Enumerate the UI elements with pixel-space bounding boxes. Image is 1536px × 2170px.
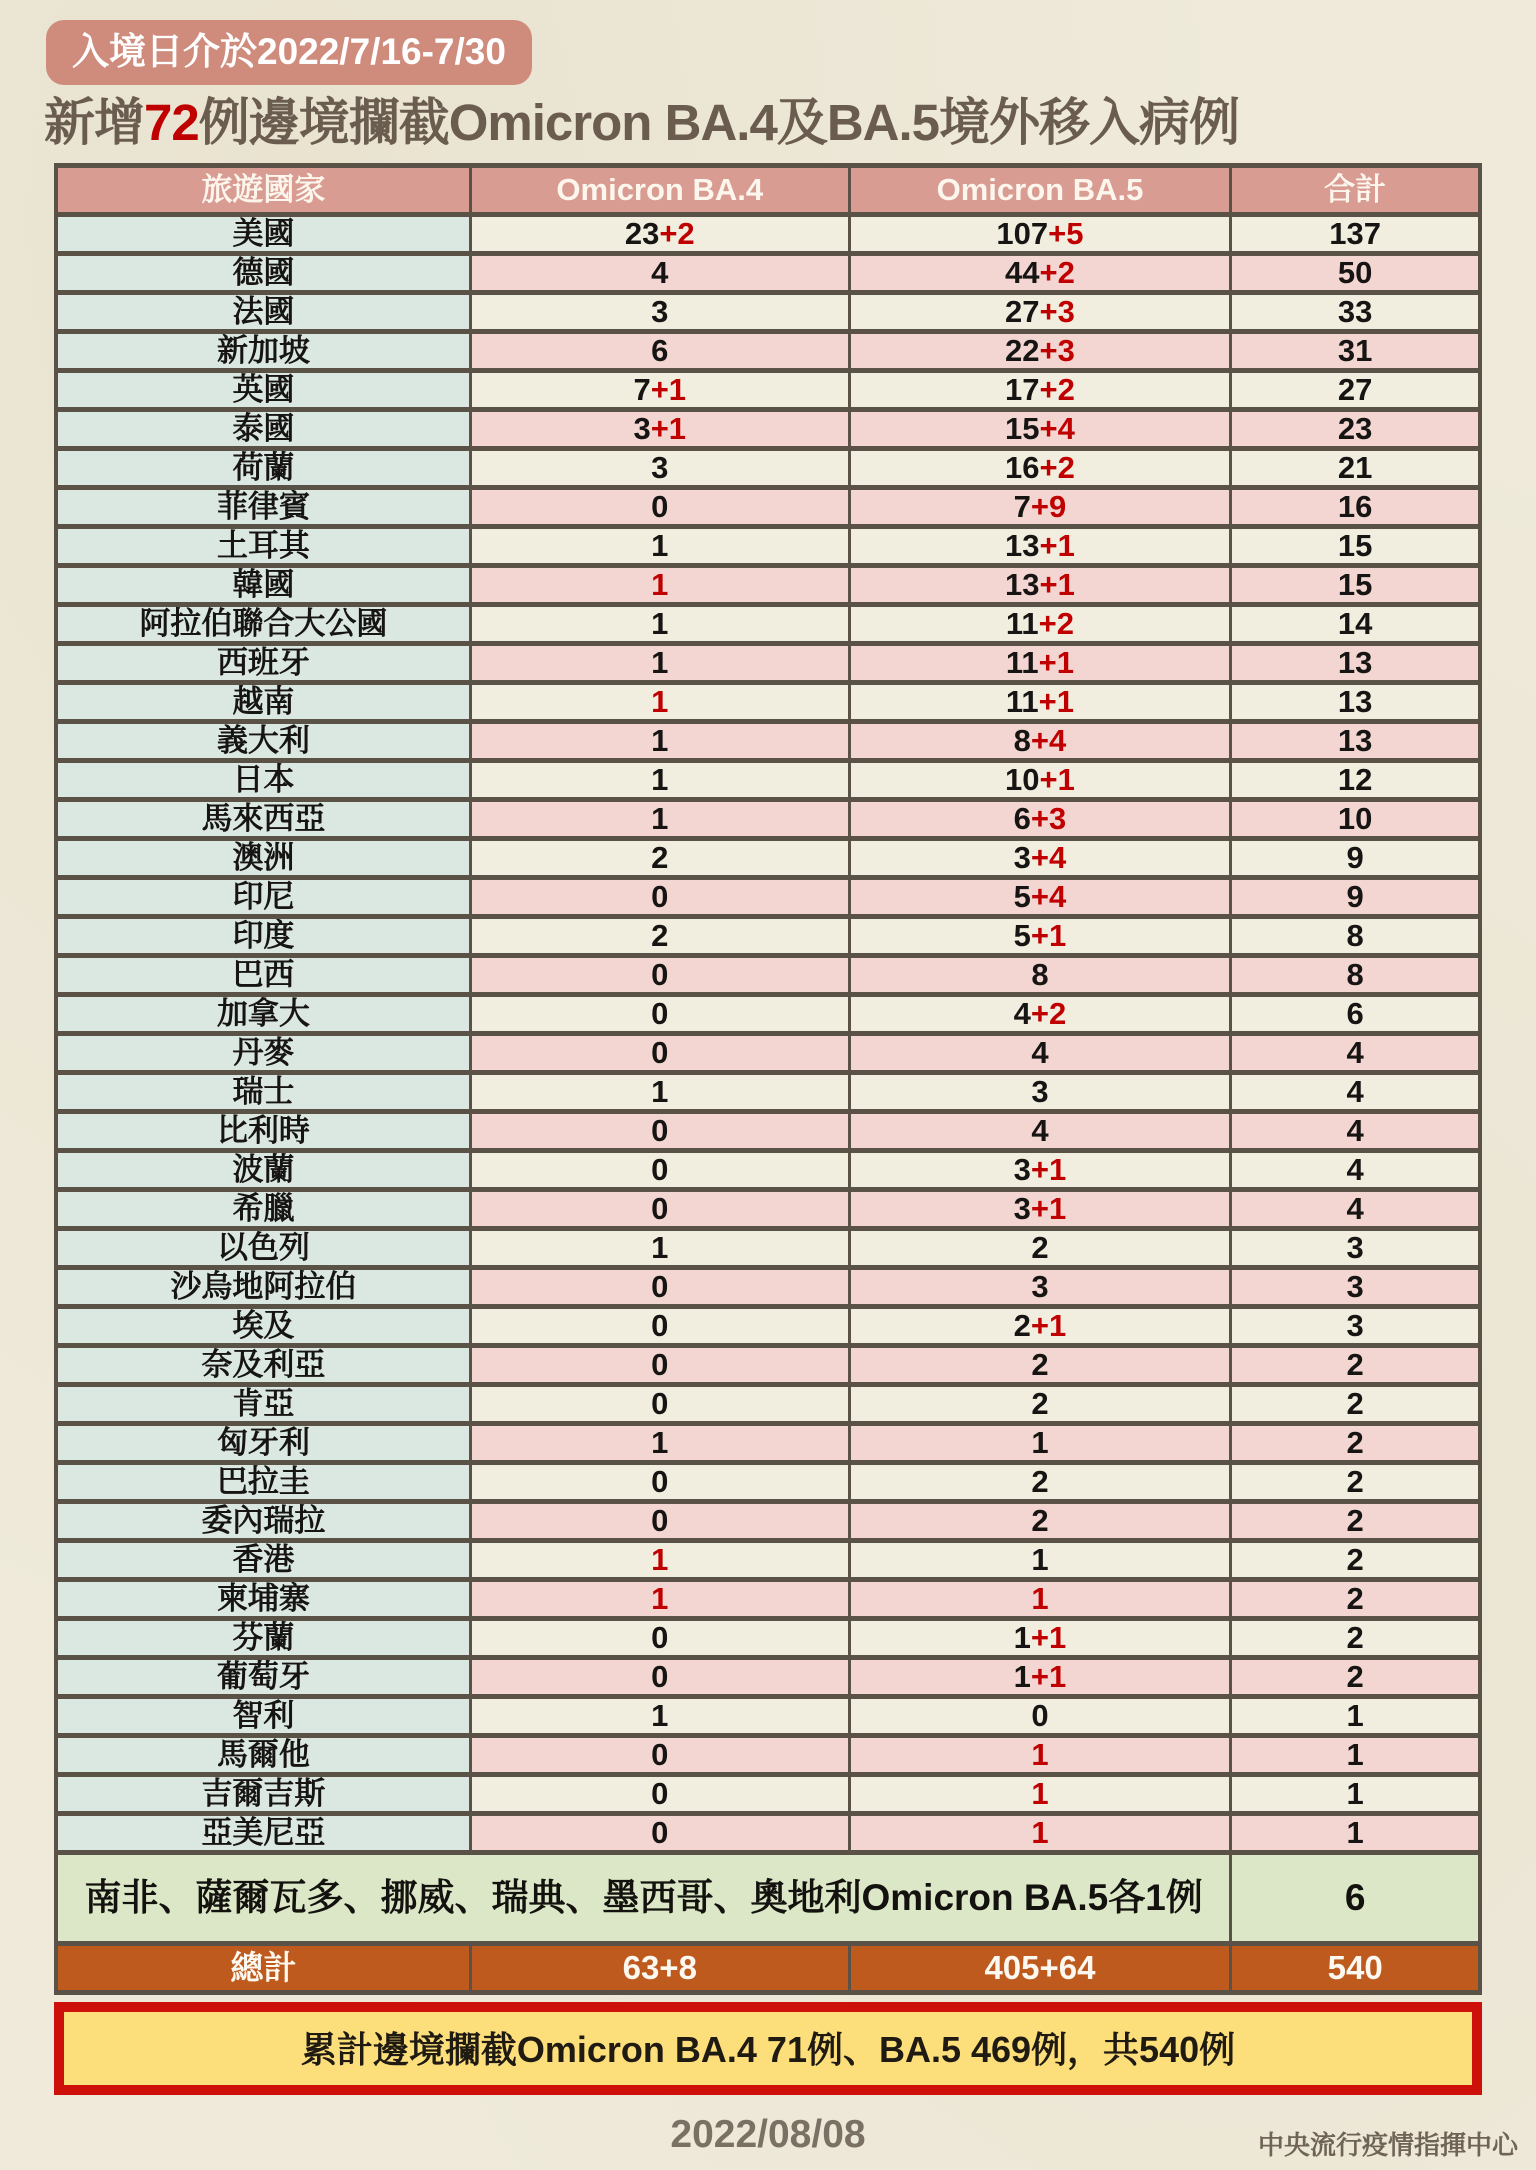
total-cell: 1: [1231, 1775, 1480, 1814]
ba5-cell: 2: [849, 1346, 1231, 1385]
ba4-cell: 0: [470, 956, 849, 995]
ba4-cell: 0: [470, 488, 849, 527]
total-cell: 1: [1231, 1814, 1480, 1853]
ba4-cell: 2: [470, 839, 849, 878]
table-row: [56, 527, 1480, 566]
ba5-cell: 1: [849, 1541, 1231, 1580]
table-row: [56, 371, 1480, 410]
table-row: [56, 1112, 1480, 1151]
title-count: 72: [144, 94, 199, 151]
country-cell: 沙烏地阿拉伯: [56, 1268, 470, 1307]
ba4-cell: 1: [470, 800, 849, 839]
footer: [0, 2113, 1536, 2165]
country-cell: 印尼: [56, 878, 470, 917]
total-cell: 8: [1231, 917, 1480, 956]
total-cell: 9: [1231, 839, 1480, 878]
footer-agency: 中央流行疫情指揮中心: [1257, 2130, 1518, 2161]
country-cell: 法國: [56, 293, 470, 332]
table-row: [56, 488, 1480, 527]
others-row: [56, 1853, 1480, 1944]
table-row: [56, 878, 1480, 917]
ba5-cell: 11+2: [849, 605, 1231, 644]
ba4-cell: 1: [470, 527, 849, 566]
ba5-cell: 1+1: [849, 1619, 1231, 1658]
country-cell: 埃及: [56, 1307, 470, 1346]
country-cell: 英國: [56, 371, 470, 410]
country-cell: 馬爾他: [56, 1736, 470, 1775]
ba5-cell: 3: [849, 1073, 1231, 1112]
country-cell: 以色列: [56, 1229, 470, 1268]
ba5-cell: 13+1: [849, 566, 1231, 605]
country-cell: 奈及利亞: [56, 1346, 470, 1385]
ba5-cell: 3+4: [849, 839, 1231, 878]
ba5-cell: 16+2: [849, 449, 1231, 488]
entry-date-badge-label: 入境日介於2022/7/16-7/30: [72, 31, 506, 72]
ba5-cell: 2: [849, 1385, 1231, 1424]
ba4-cell: 0: [470, 1307, 849, 1346]
table-row: [56, 1190, 1480, 1229]
ba4-cell: 1: [470, 1073, 849, 1112]
ba4-cell: 1: [470, 605, 849, 644]
ba5-cell: 1: [849, 1736, 1231, 1775]
others-total: 6: [1231, 1853, 1480, 1944]
ba5-cell: 3+1: [849, 1190, 1231, 1229]
ba5-cell: 107+5: [849, 215, 1231, 254]
country-cell: 義大利: [56, 722, 470, 761]
table-row: [56, 1229, 1480, 1268]
total-cell: 2: [1231, 1385, 1480, 1424]
ba5-cell: 8: [849, 956, 1231, 995]
country-cell: 新加坡: [56, 332, 470, 371]
ba4-cell: 0: [470, 1190, 849, 1229]
total-cell: 4: [1231, 1034, 1480, 1073]
ba4-cell: 1: [470, 1424, 849, 1463]
table-row: [56, 1073, 1480, 1112]
total-cell: 3: [1231, 1229, 1480, 1268]
total-cell: 13: [1231, 683, 1480, 722]
country-cell: 比利時: [56, 1112, 470, 1151]
ba4-cell: 23+2: [470, 215, 849, 254]
table-row: [56, 1502, 1480, 1541]
total-cell: 2: [1231, 1463, 1480, 1502]
country-cell: 肯亞: [56, 1385, 470, 1424]
table-row: [56, 1541, 1480, 1580]
country-cell: 委內瑞拉: [56, 1502, 470, 1541]
ba4-cell: 1: [470, 722, 849, 761]
ba4-cell: 3: [470, 449, 849, 488]
ba4-cell: 7+1: [470, 371, 849, 410]
table-row: [56, 644, 1480, 683]
header-country: 旅遊國家: [56, 166, 470, 215]
others-label: 南非、薩爾瓦多、挪威、瑞典、墨西哥、奧地利Omicron BA.5各1例: [56, 1853, 1231, 1944]
entry-date-badge: [46, 20, 532, 85]
ba4-cell: 0: [470, 1034, 849, 1073]
total-cell: 2: [1231, 1658, 1480, 1697]
title-prefix: 新增: [44, 94, 145, 151]
table-row: [56, 1307, 1480, 1346]
total-cell: 50: [1231, 254, 1480, 293]
country-cell: 阿拉伯聯合大公國: [56, 605, 470, 644]
total-cell: 13: [1231, 722, 1480, 761]
ba4-cell: 0: [470, 1502, 849, 1541]
ba4-cell: 0: [470, 1775, 849, 1814]
ba5-cell: 2: [849, 1463, 1231, 1502]
total-cell: 12: [1231, 761, 1480, 800]
country-cell: 澳洲: [56, 839, 470, 878]
ba5-cell: 5+1: [849, 917, 1231, 956]
table-row: [56, 1775, 1480, 1814]
table-row: [56, 410, 1480, 449]
total-cell: 2: [1231, 1424, 1480, 1463]
ba4-cell: 1: [470, 1697, 849, 1736]
country-cell: 印度: [56, 917, 470, 956]
total-cell: 2: [1231, 1619, 1480, 1658]
table-row: [56, 1034, 1480, 1073]
total-cell: 3: [1231, 1268, 1480, 1307]
ba5-cell: 27+3: [849, 293, 1231, 332]
ba4-cell: 1: [470, 566, 849, 605]
ba5-cell: 1: [849, 1424, 1231, 1463]
total-cell: 33: [1231, 293, 1480, 332]
ba4-cell: 1: [470, 683, 849, 722]
table-row: [56, 1736, 1480, 1775]
header-ba4: Omicron BA.4: [470, 166, 849, 215]
total-cell: 23: [1231, 410, 1480, 449]
ba5-cell: 3+1: [849, 1151, 1231, 1190]
table-row: [56, 722, 1480, 761]
ba5-cell: 15+4: [849, 410, 1231, 449]
ba4-cell: 4: [470, 254, 849, 293]
header-row: [56, 166, 1480, 215]
ba5-cell: 2: [849, 1229, 1231, 1268]
country-cell: 匈牙利: [56, 1424, 470, 1463]
country-cell: 越南: [56, 683, 470, 722]
ba4-cell: 0: [470, 1619, 849, 1658]
country-cell: 美國: [56, 215, 470, 254]
ba5-cell: 4+2: [849, 995, 1231, 1034]
total-cell: 9: [1231, 878, 1480, 917]
total-cell: 4: [1231, 1073, 1480, 1112]
ba5-cell: 2+1: [849, 1307, 1231, 1346]
country-cell: 馬來西亞: [56, 800, 470, 839]
table-row: [56, 449, 1480, 488]
table-row: [56, 917, 1480, 956]
table-row: [56, 1658, 1480, 1697]
country-cell: 加拿大: [56, 995, 470, 1034]
total-sum: 540: [1231, 1944, 1480, 1993]
total-cell: 21: [1231, 449, 1480, 488]
table-row: [56, 683, 1480, 722]
table-row: [56, 839, 1480, 878]
table-row: [56, 1424, 1480, 1463]
total-cell: 4: [1231, 1112, 1480, 1151]
country-cell: 德國: [56, 254, 470, 293]
table-row: [56, 800, 1480, 839]
country-cell: 芬蘭: [56, 1619, 470, 1658]
ba4-cell: 0: [470, 1346, 849, 1385]
ba4-cell: 0: [470, 1814, 849, 1853]
table-row: [56, 605, 1480, 644]
header-total: 合計: [1231, 166, 1480, 215]
ba4-cell: 1: [470, 1229, 849, 1268]
country-cell: 荷蘭: [56, 449, 470, 488]
ba5-cell: 2: [849, 1502, 1231, 1541]
total-cell: 10: [1231, 800, 1480, 839]
total-label: 總計: [56, 1944, 470, 1993]
ba5-cell: 0: [849, 1697, 1231, 1736]
country-cell: 丹麥: [56, 1034, 470, 1073]
table-row: [56, 956, 1480, 995]
ba4-cell: 0: [470, 878, 849, 917]
ba5-cell: 5+4: [849, 878, 1231, 917]
ba4-cell: 0: [470, 995, 849, 1034]
country-cell: 泰國: [56, 410, 470, 449]
country-cell: 菲律賓: [56, 488, 470, 527]
ba5-cell: 8+4: [849, 722, 1231, 761]
ba5-cell: 17+2: [849, 371, 1231, 410]
ba4-cell: 0: [470, 1151, 849, 1190]
total-cell: 2: [1231, 1502, 1480, 1541]
ba5-cell: 13+1: [849, 527, 1231, 566]
cases-table: [54, 163, 1482, 1995]
ba5-cell: 1: [849, 1580, 1231, 1619]
ba4-cell: 0: [470, 1268, 849, 1307]
total-cell: 4: [1231, 1190, 1480, 1229]
total-cell: 3: [1231, 1307, 1480, 1346]
country-cell: 亞美尼亞: [56, 1814, 470, 1853]
ba5-cell: 4: [849, 1112, 1231, 1151]
total-cell: 16: [1231, 488, 1480, 527]
table-row: [56, 1619, 1480, 1658]
total-cell: 2: [1231, 1346, 1480, 1385]
table-row: [56, 566, 1480, 605]
table-row: [56, 1580, 1480, 1619]
total-cell: 27: [1231, 371, 1480, 410]
total-cell: 15: [1231, 527, 1480, 566]
table-row: [56, 332, 1480, 371]
ba4-cell: 1: [470, 1541, 849, 1580]
ba5-cell: 3: [849, 1268, 1231, 1307]
footer-date: 2022/08/08: [670, 2113, 866, 2157]
total-cell: 4: [1231, 1151, 1480, 1190]
country-cell: 巴拉圭: [56, 1463, 470, 1502]
country-cell: 柬埔寨: [56, 1580, 470, 1619]
country-cell: 巴西: [56, 956, 470, 995]
ba5-cell: 1: [849, 1814, 1231, 1853]
title-suffix: 例邊境攔截Omicron BA.4及BA.5境外移入病例: [198, 94, 1240, 151]
country-cell: 波蘭: [56, 1151, 470, 1190]
cumulative-banner-text: 累計邊境攔截Omicron BA.4 71例、BA.5 469例，共540例: [300, 2029, 1236, 2071]
cumulative-banner: [54, 2002, 1482, 2095]
country-cell: 希臘: [56, 1190, 470, 1229]
total-cell: 1: [1231, 1736, 1480, 1775]
ba4-cell: 6: [470, 332, 849, 371]
total-cell: 14: [1231, 605, 1480, 644]
ba4-cell: 3: [470, 293, 849, 332]
page-title: [44, 95, 1536, 151]
ba4-cell: 0: [470, 1658, 849, 1697]
total-cell: 1: [1231, 1697, 1480, 1736]
total-cell: 13: [1231, 644, 1480, 683]
table-row: [56, 1463, 1480, 1502]
country-cell: 日本: [56, 761, 470, 800]
table-row: [56, 1151, 1480, 1190]
total-cell: 2: [1231, 1580, 1480, 1619]
ba4-cell: 0: [470, 1463, 849, 1502]
total-cell: 137: [1231, 215, 1480, 254]
ba5-cell: 4: [849, 1034, 1231, 1073]
ba4-cell: 0: [470, 1736, 849, 1775]
country-cell: 韓國: [56, 566, 470, 605]
ba5-cell: 6+3: [849, 800, 1231, 839]
country-cell: 西班牙: [56, 644, 470, 683]
country-cell: 香港: [56, 1541, 470, 1580]
total-cell: 15: [1231, 566, 1480, 605]
table-row: [56, 1697, 1480, 1736]
ba5-cell: 44+2: [849, 254, 1231, 293]
total-cell: 31: [1231, 332, 1480, 371]
table-row: [56, 254, 1480, 293]
ba4-cell: 0: [470, 1112, 849, 1151]
ba4-cell: 1: [470, 1580, 849, 1619]
ba5-cell: 11+1: [849, 683, 1231, 722]
ba4-cell: 3+1: [470, 410, 849, 449]
total-ba5: 405+64: [849, 1944, 1231, 1993]
header-ba5: Omicron BA.5: [849, 166, 1231, 215]
country-cell: 葡萄牙: [56, 1658, 470, 1697]
table-row: [56, 1385, 1480, 1424]
total-cell: 2: [1231, 1541, 1480, 1580]
total-row: [56, 1944, 1480, 1993]
table-row: [56, 761, 1480, 800]
country-cell: 吉爾吉斯: [56, 1775, 470, 1814]
table-row: [56, 1814, 1480, 1853]
ba4-cell: 0: [470, 1385, 849, 1424]
ba5-cell: 7+9: [849, 488, 1231, 527]
table-row: [56, 1346, 1480, 1385]
table-row: [56, 995, 1480, 1034]
ba4-cell: 1: [470, 644, 849, 683]
ba5-cell: 11+1: [849, 644, 1231, 683]
country-cell: 瑞士: [56, 1073, 470, 1112]
ba5-cell: 1: [849, 1775, 1231, 1814]
ba4-cell: 2: [470, 917, 849, 956]
table-row: [56, 293, 1480, 332]
table-row: [56, 1268, 1480, 1307]
ba5-cell: 1+1: [849, 1658, 1231, 1697]
total-ba4: 63+8: [470, 1944, 849, 1993]
ba5-cell: 22+3: [849, 332, 1231, 371]
table-row: [56, 215, 1480, 254]
country-cell: 智利: [56, 1697, 470, 1736]
ba5-cell: 10+1: [849, 761, 1231, 800]
total-cell: 6: [1231, 995, 1480, 1034]
total-cell: 8: [1231, 956, 1480, 995]
country-cell: 土耳其: [56, 527, 470, 566]
ba4-cell: 1: [470, 761, 849, 800]
